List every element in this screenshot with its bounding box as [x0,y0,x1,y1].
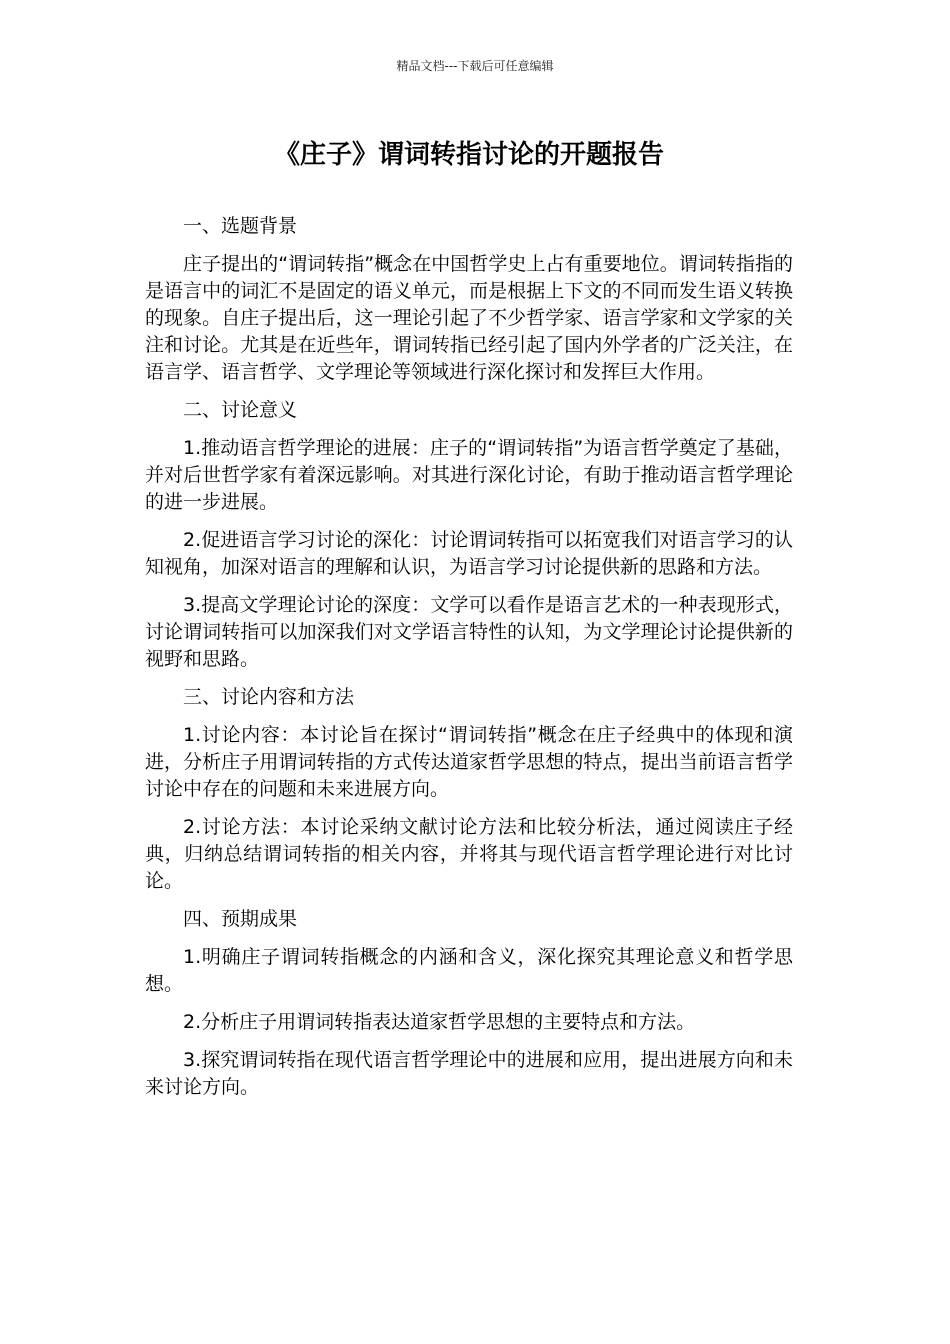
paragraph: 1.明确庄子谓词转指概念的内涵和含义，深化探究其理论意义和哲学思想。 [145,946,793,995]
section-heading: 三、讨论内容和方法 [183,686,355,708]
paragraph: 1.讨论内容：本讨论旨在探讨“谓词转指”概念在庄子经典中的体现和演进，分析庄子用谓词转指的方式传达道家哲学思想的特点，提出当前语言哲学讨论中存在的问题和未来进展方向。 [145,724,793,800]
paragraph: 3.探究谓词转指在现代语言哲学理论中的进展和应用，提出进展方向和未来讨论方向。 [145,1049,793,1098]
section-significance [145,397,793,673]
paragraph: 2.讨论方法：本讨论采纳文献讨论方法和比较分析法，通过阅读庄子经典，归纳总结谓词转指的相关内容，并将其与现代语言哲学理论进行对比讨论。 [145,816,793,892]
document-body [145,137,793,1112]
paragraph: 2.促进语言学习讨论的深化：讨论谓词转指可以拓宽我们对语言学习的认知视角，加深对语言的理解和认识，为语言学习讨论提供新的思路和方法。 [145,529,793,578]
document-title: 《庄子》谓词转指讨论的开题报告 [273,140,664,170]
paragraph: 庄子提出的“谓词转指”概念在中国哲学史上占有重要地位。谓词转指指的是语言中的词汇不是固定的语义单元，而是根据上下文的不同而发生语义转换的现象。自庄子提出后，这一理论引起了不少哲学家、语言学家和文学家的关注和讨论。尤其是在近些年，谓词转指已经引起了国内外学者的广泛关注，在语言学、语言哲学、文学理论等领域进行深化探讨和发挥巨大作用。 [145,253,793,383]
section-content-methods [145,684,793,895]
section-heading: 一、选题背景 [183,215,298,237]
section-heading: 二、讨论意义 [183,399,298,421]
section-heading: 四、预期成果 [183,908,298,930]
section-background [145,213,793,386]
paragraph: 1.推动语言哲学理论的进展：庄子的“谓词转指”为语言哲学奠定了基础，并对后世哲学家有着深远影响。对其进行深化讨论，有助于推动语言哲学理论的进一步进展。 [145,437,793,513]
paragraph: 2.分析庄子用谓词转指表达道家哲学思想的主要特点和方法。 [183,1011,696,1033]
section-expected-results [145,906,793,1101]
paragraph: 3.提高文学理论讨论的深度：文学可以看作是语言艺术的一种表现形式，讨论谓词转指可以加深我们对文学语言特性的认知，为文学理论讨论提供新的视野和思路。 [145,594,793,670]
page-header [0,58,950,74]
header-text: 精品文档---下载后可任意编辑 [396,59,554,73]
